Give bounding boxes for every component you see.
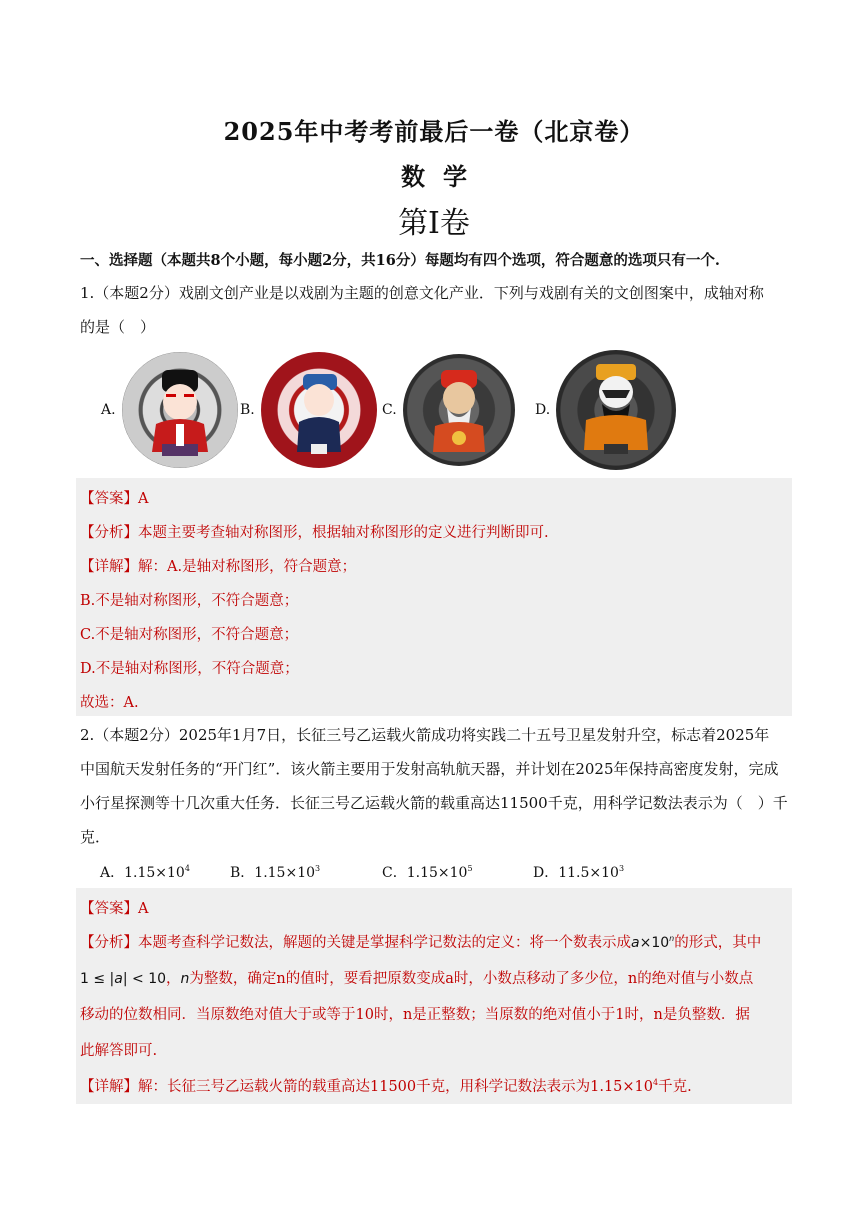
choice-value: 11.5×10 <box>558 865 619 881</box>
opera-figure-a-image <box>122 352 238 468</box>
option-label: A. <box>101 402 116 418</box>
choice-value: 1.15×10 <box>254 865 316 881</box>
exam-subject: 数学 <box>401 162 485 191</box>
detail-value: 1.15×10 <box>590 1079 654 1095</box>
q2-analysis-line1 <box>80 931 761 952</box>
answer-value: A <box>138 491 149 507</box>
choice-exponent: 5 <box>467 864 473 873</box>
q2-analysis-line4: 此解答即可. <box>80 1043 158 1059</box>
opera-figure-d-image <box>556 350 676 470</box>
q2-choice-a[interactable] <box>100 862 190 882</box>
q2-stem-line4: 克． <box>80 828 111 846</box>
choice-value: 1.15×10 <box>406 865 468 881</box>
analysis-text: 为整数，确定n的值时，要看把原数变成a时，小数点移动了多少位，n的绝对值与小数点 <box>189 971 754 987</box>
detail-tag: 【详解】 <box>80 559 138 575</box>
q1-answer <box>80 487 148 508</box>
analysis-text: 本题考查科学记数法，解题的关键是掌握科学记数法的定义：将一个数表示成 <box>138 935 631 951</box>
answer-value: A <box>138 901 149 917</box>
analysis-tag: 【分析】 <box>80 935 138 951</box>
choice-label: B． <box>230 865 255 881</box>
q1-analysis <box>80 521 549 542</box>
q1-answer-box <box>76 478 792 716</box>
formula-a-times-10n: $a\times 10^n$ <box>631 934 675 951</box>
answer-tag: 【答案】 <box>80 901 138 917</box>
q1-options <box>80 350 792 470</box>
analysis-text: 的形式，其中 <box>674 935 762 951</box>
answer-tag: 【答案】 <box>80 491 138 507</box>
q2-choice-d[interactable] <box>533 862 624 882</box>
choice-exponent: 3 <box>618 864 625 873</box>
option-label: B. <box>240 402 255 418</box>
q1-detail-c: C.不是轴对称图形，不符合题意； <box>80 627 299 643</box>
q2-answer <box>80 897 148 918</box>
choice-label: D． <box>533 865 559 881</box>
analysis-tag: 【分析】 <box>80 525 138 541</box>
detail-exponent: 4 <box>653 1078 659 1087</box>
choice-label: A． <box>100 865 125 881</box>
q1-conclusion: 故选：A. <box>80 695 139 711</box>
section-heading: 一、选择题（本题共8个小题，每小题2分，共16分）每题均有四个选项，符合题意的选项只有一个. <box>80 252 720 269</box>
q1-detail-b: B.不是轴对称图形，不符合题意； <box>80 593 299 609</box>
q1-stem-line1: 1.（本题2分）戏剧文创产业是以戏剧为主题的创意文化产业．下列与戏剧有关的文创图案中，成轴对称 <box>80 284 764 302</box>
q2-stem-line3: 小行星探测等十几次重大任务．长征三号乙运载火箭的载重高达11500千克，用科学记数法表示为（ ）千 <box>80 794 788 812</box>
q2-stem-line1: 2.（本题2分）2025年1月7日，长征三号乙运载火箭成功将实践二十五号卫星发射升空，标志着2025年 <box>80 726 770 744</box>
q1-option-d[interactable] <box>535 350 676 470</box>
q1-stem-line2: 的是（ ） <box>80 318 156 336</box>
q2-answer-box <box>76 888 792 1104</box>
choice-label: C． <box>382 865 407 881</box>
opera-figure-b-image <box>261 352 377 468</box>
exam-title: 2025年中考考前最后一卷（北京卷） <box>223 117 645 146</box>
choice-exponent: 3 <box>315 864 321 873</box>
analysis-text: 本题主要考查轴对称图形，根据轴对称图形的定义进行判断即可. <box>138 525 549 541</box>
q1-option-c[interactable] <box>382 350 515 470</box>
exam-volume: 第I卷 <box>398 206 470 241</box>
detail-tag: 【详解】 <box>80 1079 138 1095</box>
detail-text: 解：长征三号乙运载火箭的载重高达11500千克，用科学记数法表示为 <box>138 1079 591 1095</box>
detail-end: 千克. <box>658 1079 692 1095</box>
opera-figure-c-image <box>403 354 515 466</box>
option-label: D. <box>535 402 551 418</box>
detail-text: 解：A.是轴对称图形，符合题意； <box>138 559 357 575</box>
q2-stem-line2: 中国航天发射任务的“开门红”．该火箭主要用于发射高轨航天器，并计划在2025年保持高密度发射，完成 <box>80 760 779 778</box>
q2-analysis-line2: 1 ≤ |a| < 10，n为整数，确定n的值时，要看把原数变成a时，小数点移动了多少位，n的绝对值与小数点 <box>80 971 754 987</box>
q2-analysis-line3: 移动的位数相同．当原数绝对值大于或等于10时，n是正整数；当原数的绝对值小于1时，n是负整数．据 <box>80 1007 750 1023</box>
choice-value: 1.15×10 <box>124 865 185 881</box>
option-label: C. <box>382 402 397 418</box>
q1-detail <box>80 555 356 576</box>
q2-choice-c[interactable] <box>382 862 473 882</box>
q2-choice-b[interactable] <box>230 862 320 882</box>
q1-option-b[interactable] <box>240 350 377 470</box>
formula-inequality: 1 ≤ |a| < 10 <box>80 971 167 987</box>
choice-exponent: 4 <box>184 864 190 873</box>
q1-option-a[interactable] <box>101 350 238 470</box>
q1-detail-d: D.不是轴对称图形，不符合题意； <box>80 661 299 677</box>
q2-detail <box>80 1075 692 1096</box>
